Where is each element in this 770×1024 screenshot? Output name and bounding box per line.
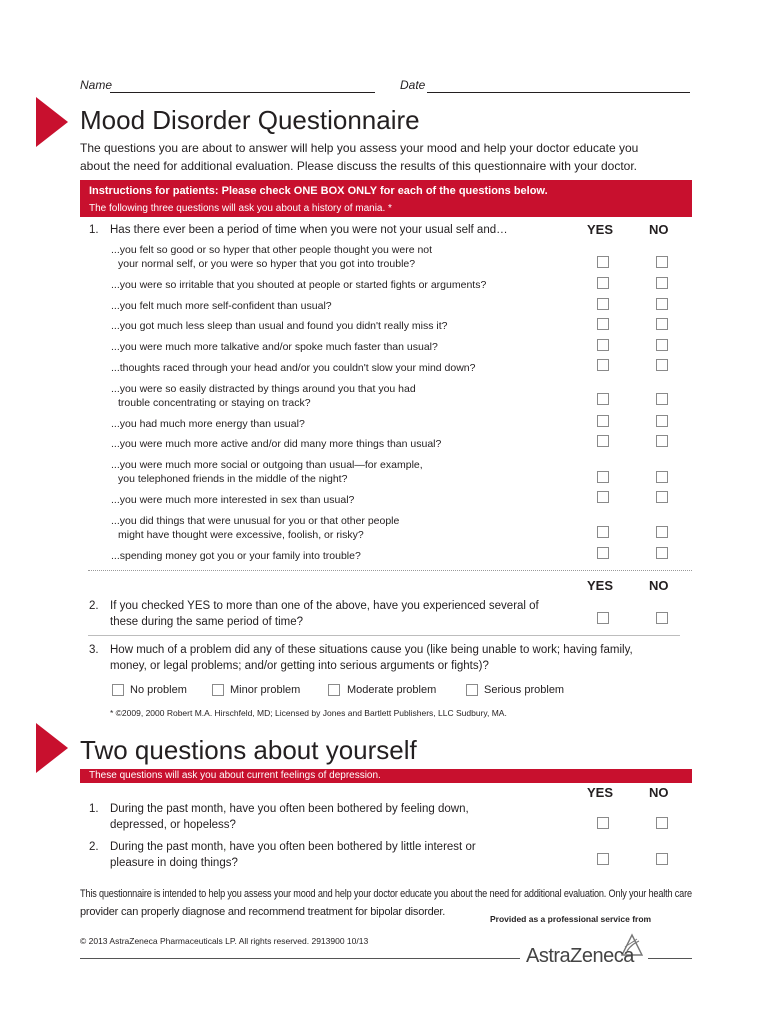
- mdq-copyright: * ©2009, 2000 Robert M.A. Hirschfeld, MD; Licensed by Jones and Bartlett Publishers, LLC Sudbury, MA.: [110, 708, 507, 718]
- q1-text: Has there ever been a period of time when you were not your usual self and…: [110, 224, 508, 236]
- s2-q2-line-2: pleasure in doing things?: [110, 857, 238, 869]
- q1-item-4-yes-checkbox[interactable]: [597, 318, 609, 330]
- q3-serious-problem-label: Serious problem: [484, 684, 565, 696]
- section-arrow-icon: [36, 97, 68, 147]
- s2-q2-yes-checkbox[interactable]: [597, 853, 609, 865]
- q1-item-3-yes-checkbox[interactable]: [597, 298, 609, 310]
- q1-item-1-yes-checkbox[interactable]: [597, 256, 609, 268]
- q1-item-13-no-checkbox[interactable]: [656, 547, 668, 559]
- q2-line-2: these during the same period of time?: [110, 616, 304, 628]
- q1-item-13-yes-checkbox[interactable]: [597, 547, 609, 559]
- astrazeneca-logo-text: AstraZeneca: [526, 945, 634, 967]
- q2-yes-header: YES: [587, 578, 614, 593]
- q1-item-11: ...you were much more interested in sex than usual?: [111, 494, 355, 506]
- q1-item-6: ...thoughts raced through your head and/or you couldn't slow your mind down?: [111, 362, 476, 374]
- q1-item-2-no-checkbox[interactable]: [656, 277, 668, 289]
- q1-item-1-line1: ...you felt so good or so hyper that other people thought you were not: [111, 244, 433, 256]
- s2-q2-line-1: During the past month, have you often been bothered by little interest or: [110, 841, 476, 853]
- q1-item-3-no-checkbox[interactable]: [656, 298, 668, 310]
- q1-item-4: ...you got much less sleep than usual and found you didn't really miss it?: [111, 320, 448, 332]
- q1-item-10-no-checkbox[interactable]: [656, 471, 668, 483]
- q3-serious-problem-checkbox[interactable]: [466, 684, 478, 696]
- q1-item-13: ...spending money got you or your family into trouble?: [111, 550, 361, 562]
- name-field[interactable]: [110, 92, 375, 93]
- q2-no-header: NO: [649, 578, 669, 593]
- q1-item-3: ...you felt much more self-confident than usual?: [111, 300, 332, 312]
- q3-moderate-problem-label: Moderate problem: [347, 684, 437, 696]
- q2-line-1: If you checked YES to more than one of the above, have you experienced several of: [110, 600, 539, 612]
- q1-item-11-no-checkbox[interactable]: [656, 491, 668, 503]
- footer-rule-left: [80, 958, 520, 959]
- q1-item-2: ...you were so irritable that you shouted at people or started fights or arguments?: [111, 279, 487, 291]
- q2-divider: [88, 635, 680, 636]
- q1-item-1-line2: your normal self, or you were so hyper that you got into trouble?: [118, 258, 416, 270]
- q2-no-checkbox[interactable]: [656, 612, 668, 624]
- q1-item-9-yes-checkbox[interactable]: [597, 435, 609, 447]
- q1-item-5: ...you were much more talkative and/or spoke much faster than usual?: [111, 341, 438, 353]
- q1-item-10-line1: ...you were much more social or outgoing than usual—for example,: [111, 459, 423, 471]
- q3-no-problem-label: No problem: [130, 684, 187, 696]
- s2-q1-line-2: depressed, or hopeless?: [110, 819, 236, 831]
- q3-number: 3.: [89, 644, 99, 656]
- q3-moderate-problem-checkbox[interactable]: [328, 684, 340, 696]
- s2-q1-number: 1.: [89, 803, 99, 815]
- footer-copyright: © 2013 AstraZeneca Pharmaceuticals LP. All rights reserved. 2913900 10/13: [80, 936, 369, 946]
- q3-line-2: money, or legal problems; and/or getting into serious arguments or fights)?: [110, 660, 489, 672]
- q2-number: 2.: [89, 600, 99, 612]
- intro-line-1: The questions you are about to answer will help you assess your mood and help your doctor educate you: [80, 141, 639, 155]
- q1-item-12-no-checkbox[interactable]: [656, 526, 668, 538]
- page-title: Mood Disorder Questionnaire: [80, 105, 420, 135]
- footer-note-line-1: This questionnaire is intended to help you assess your mood and help your doctor educate you about the need for additional evaluation. Only your health care: [80, 888, 692, 900]
- q1-item-5-yes-checkbox[interactable]: [597, 339, 609, 351]
- q1-item-12-yes-checkbox[interactable]: [597, 526, 609, 538]
- s2-q2-number: 2.: [89, 841, 99, 853]
- s2-q1-yes-checkbox[interactable]: [597, 817, 609, 829]
- section2-arrow-icon: [36, 723, 68, 773]
- provided-by: Provided as a professional service from: [490, 914, 652, 924]
- date-label: Date: [400, 78, 426, 92]
- q1-item-1-no-checkbox[interactable]: [656, 256, 668, 268]
- q3-minor-problem-label: Minor problem: [230, 684, 301, 696]
- q1-item-10-yes-checkbox[interactable]: [597, 471, 609, 483]
- intro-line-2: about the need for additional evaluation. Please discuss the results of this questionnaire with your doctor.: [80, 159, 638, 173]
- instructions-title: Instructions for patients: Please check ONE BOX ONLY for each of the questions below.: [89, 185, 548, 197]
- yes-column-header: YES: [587, 222, 614, 237]
- q1-item-8: ...you had much more energy than usual?: [111, 418, 305, 430]
- q1-item-6-yes-checkbox[interactable]: [597, 359, 609, 371]
- q3-no-problem-checkbox[interactable]: [112, 684, 124, 696]
- q1-item-8-yes-checkbox[interactable]: [597, 415, 609, 427]
- q1-divider: [88, 570, 692, 571]
- name-label: Name: [80, 78, 113, 92]
- s2-no-header: NO: [649, 785, 669, 800]
- q1-item-8-no-checkbox[interactable]: [656, 415, 668, 427]
- footer-rule-right: [648, 958, 692, 959]
- instructions-band: [80, 180, 692, 217]
- s2-yes-header: YES: [587, 785, 614, 800]
- q1-item-12-line2: might have thought were excessive, foolish, or risky?: [118, 529, 364, 541]
- q1-item-7-line2: trouble concentrating or staying on track?: [118, 397, 311, 409]
- q1-item-9-no-checkbox[interactable]: [656, 435, 668, 447]
- s2-q2-no-checkbox[interactable]: [656, 853, 668, 865]
- q1-item-7-line1: ...you were so easily distracted by things around you that you had: [111, 383, 416, 395]
- instructions-subtitle: The following three questions will ask you about a history of mania. *: [89, 203, 392, 214]
- section2-band: [80, 769, 692, 783]
- q1-item-9: ...you were much more active and/or did many more things than usual?: [111, 438, 442, 450]
- q1-item-7-no-checkbox[interactable]: [656, 393, 668, 405]
- q1-item-2-yes-checkbox[interactable]: [597, 277, 609, 289]
- q1-item-6-no-checkbox[interactable]: [656, 359, 668, 371]
- footer-note-line-2: provider can properly diagnose and recommend treatment for bipolar disorder.: [80, 906, 446, 918]
- date-field[interactable]: [427, 92, 690, 93]
- q1-number: 1.: [89, 224, 99, 236]
- q1-item-12-line1: ...you did things that were unusual for you or that other people: [111, 515, 400, 527]
- q1-item-10-line2: you telephoned friends in the middle of the night?: [118, 473, 348, 485]
- q1-item-5-no-checkbox[interactable]: [656, 339, 668, 351]
- section2-band-text: These questions will ask you about current feelings of depression.: [89, 770, 381, 781]
- q1-item-11-yes-checkbox[interactable]: [597, 491, 609, 503]
- q3-minor-problem-checkbox[interactable]: [212, 684, 224, 696]
- section2-title: Two questions about yourself: [80, 735, 417, 765]
- q1-item-7-yes-checkbox[interactable]: [597, 393, 609, 405]
- q3-line-1: How much of a problem did any of these situations cause you (like being unable to work; having family,: [110, 644, 633, 656]
- s2-q1-no-checkbox[interactable]: [656, 817, 668, 829]
- q1-item-4-no-checkbox[interactable]: [656, 318, 668, 330]
- q2-yes-checkbox[interactable]: [597, 612, 609, 624]
- s2-q1-line-1: During the past month, have you often been bothered by feeling down,: [110, 803, 469, 815]
- no-column-header: NO: [649, 222, 669, 237]
